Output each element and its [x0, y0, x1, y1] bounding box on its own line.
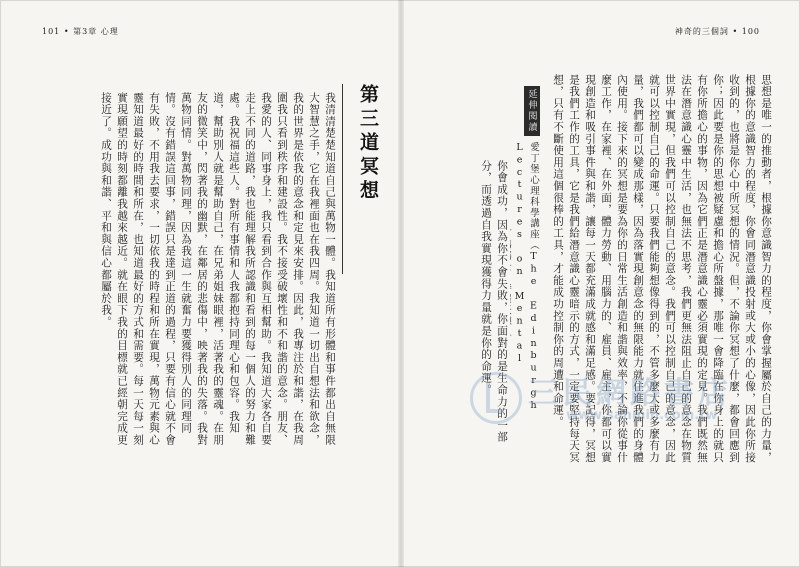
right-page-body: 思想是唯一的推動者，根據你意識智力的程度，你會掌握屬於自己的力量，根據你的意識智力的程度，你會同潛意識投射或大或小的心像，因此你所接收到的，也將是你心中所冥想的情況。但，不論你冥想了什麼，都會回應到你；因此要是你的思想被疑慮和擔心所盤據，那唯一會降臨在你身上的就只有你所擔心的事物，因為它們正是潛意識心靈必須實現的定見。我們既然無法在潛意識心靈中生活，也無法不思考，我們更無法阻止自己的意念在物質世界中實現，但我們可以控制自己的意念。我們可以控制自己的意念，因此就可以控制自己的命運。只要我們能夠想像得到的，不管多麼大或多麼有力量，我們都可以變成那樣，因為落實現創意念的無限能力就住進我們的身體內使用。接下來的冥想是要為你的日常生活創造和諧與效率，不論你從事什麼工作，在家裡、在外面，體力勞動、用腦力的、雇員、雇主，你都可以實現創造和吸引事件與和諧，讓每一天都充滿成就感和滿足感。要記得，冥想是我們工作的工具，它是我們給潛意識心靈暗示的方式，一定要堅持每天冥想，只有不斷使用這個很棒的工具，才能成功控制你的周遭和命運。: [552, 74, 772, 464]
bookstore-watermark: [470, 366, 790, 436]
chapter-title: 第三道冥想: [342, 84, 383, 274]
right-page-closing-text: 你會成功，因為你不會失敗，你面對的是生命力的一部分，而透過自我實現獲得力量就是你的命運。: [480, 160, 508, 444]
further-reading-badge: 延伸閱讀: [524, 86, 540, 136]
watermark-name: 三民網路書店: [528, 376, 732, 411]
left-page-body: 我清清楚楚知道自己與萬物一體。我知道所有形體和事件都出自無限大智慧之手，它在我裡面也在我四周。我知道一切出自想法和欲念，我的世界是依我的意念和定見來安排。因此，我專注於和諧，在我周圍我只看到秩序和建設性。我不接受破壞性和不和諧的意念。朋友、我愛的人、同事身上，我只看到合作與互相幫助。我知道大家各自要走上不同的道路，我也能理解我所認識和看到的每一個人的努力和難處。我祝福這些人。對所有事情和人我都抱持同理心和包容。我知道，幫助別人就是幫助自己，在兄弟姐妹眼裡，活著我的靈魂。在朋友的微笑中，閃著我的幽默，在鄰居的悲傷中，映著我的失落。我對萬物同情。對萬物同理，因為我這一生就奮力要獲得別人的同理同情。沒有錯誤這回事，錯誤只是達到正道的過程，只要有信心就不會有失敗，不用我去要求，一切依我的時程和所在實現，萬物元素與心靈知道最好的時間和所在，也知道最好的方式和需要。每一天每一刻實現願望的時刻都離我越來越近。就在眼下我的目標就已經朝完成更接近了。成功與和諧、平和與信心都屬於我。: [100, 92, 336, 446]
further-reading-citation: 愛丁堡心理科學講座（The Edinburgh Lectures on Mental: [514, 142, 539, 413]
page-gutter: [398, 0, 404, 567]
watermark-url: www.sanmin.com.tw: [566, 408, 718, 423]
bookstore-logo-icon: [470, 372, 522, 424]
left-running-header: 101 • 第3章 心理: [42, 27, 119, 36]
right-running-header: 神奇的三個詞 • 100: [674, 27, 760, 36]
